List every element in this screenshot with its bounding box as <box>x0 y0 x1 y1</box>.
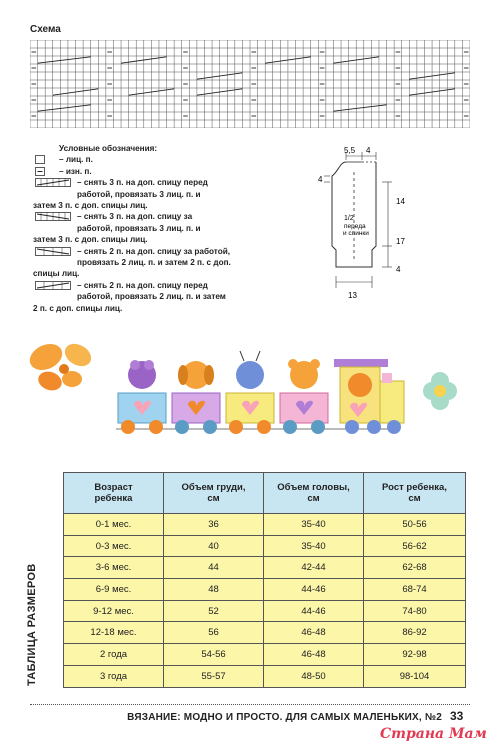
decoration-train <box>20 335 480 445</box>
table-cell: 48 <box>164 579 264 601</box>
dim-bottom: 13 <box>348 291 357 300</box>
table-header-text: Объем головы, <box>277 482 350 493</box>
table-row <box>64 665 466 687</box>
legend-items <box>33 154 273 314</box>
legend-item <box>33 177 273 211</box>
table-header-text: Рост ребенка, <box>382 482 447 493</box>
legend-item-text: затем 3 п. с доп. спицы лиц. <box>33 235 148 245</box>
table-cell: 98-104 <box>364 665 466 687</box>
table-cell: 0-3 мес. <box>64 535 164 557</box>
table-cell: 6-9 мес. <box>64 579 164 601</box>
table-row <box>64 557 466 579</box>
knitting-chart <box>30 40 470 128</box>
dim-right-middle: 17 <box>396 237 405 246</box>
legend-item-text: работой, провязать 3 лиц. п. и <box>77 189 201 199</box>
table-cell: 62-68 <box>364 557 466 579</box>
table-cell: 44-46 <box>264 579 364 601</box>
legend-item <box>33 154 273 165</box>
label-half-2: переда <box>344 223 366 230</box>
cable-3x3-back-icon <box>35 212 71 224</box>
table-header-cell <box>364 473 466 514</box>
legend-item-text: работой, провязать 2 лиц. п. и затем <box>77 292 226 302</box>
table-cell: 44 <box>164 557 264 579</box>
table-cell: 36 <box>164 514 264 536</box>
table-row <box>64 579 466 601</box>
size-table <box>63 472 466 688</box>
legend-item-text: – лиц. п. <box>59 155 93 165</box>
table-cell: 3 года <box>64 665 164 687</box>
dim-right-upper: 14 <box>396 197 405 206</box>
legend-item-text: работой, провязать 3 лиц. п. и <box>77 223 201 233</box>
dim-right-lower: 4 <box>396 265 401 274</box>
table-vertical-title: ТАБЛИЦА РАЗМЕРОВ <box>26 563 38 686</box>
table-cell: 68-74 <box>364 579 466 601</box>
table-cell: 74-80 <box>364 600 466 622</box>
table-header-cell <box>264 473 364 514</box>
table-cell: 86-92 <box>364 622 466 644</box>
table-header-cell <box>64 473 164 514</box>
table-cell: 40 <box>164 535 264 557</box>
page-number: 33 <box>450 709 464 723</box>
table-body <box>64 514 466 688</box>
table-header-text: Объем груди, <box>181 482 246 493</box>
legend-item-text: – снять 2 п. на доп. спицу перед <box>77 280 208 290</box>
table-row <box>64 622 466 644</box>
dim-top-b: 4 <box>366 146 371 155</box>
train-car-bug <box>226 351 274 434</box>
watermark-logo: Страна Мам <box>380 726 487 742</box>
train-car-frog <box>118 360 166 434</box>
table-cell: 3-6 мес. <box>64 557 164 579</box>
table-row <box>64 514 466 536</box>
label-half-1: 1/2 <box>344 215 354 222</box>
cable-2x2-back-icon <box>35 247 71 259</box>
footer-divider <box>30 704 470 705</box>
table-cell: 0-1 мес. <box>64 514 164 536</box>
table-cell: 54-56 <box>164 644 264 666</box>
flower-icon <box>423 372 457 410</box>
dim-top-a: 5,5 <box>344 146 356 155</box>
legend-item <box>33 280 273 314</box>
train-locomotive-cat <box>334 359 404 434</box>
table-cell: 92-98 <box>364 644 466 666</box>
legend-item-text: затем 3 п. с доп. спицы лиц. <box>33 201 148 211</box>
footer-title: ВЯЗАНИЕ: МОДНО И ПРОСТО. ДЛЯ САМЫХ МАЛЕНЬКИХ, №2 <box>127 712 442 723</box>
table-cell: 46-48 <box>264 622 364 644</box>
legend-title: Условные обозначения: <box>59 144 158 153</box>
legend-item <box>33 211 273 245</box>
table-cell: 46-48 <box>264 644 364 666</box>
table-row <box>64 644 466 666</box>
legend-item-text: – снять 3 п. на доп. спицу перед <box>77 178 208 188</box>
garment-pattern <box>310 142 420 307</box>
legend-item-text: провязать 2 лиц. п. и затем 2 п. с доп. <box>77 258 231 268</box>
table-cell: 2 года <box>64 644 164 666</box>
train-car-dog <box>172 361 220 434</box>
legend-item-text: – снять 2 п. на доп. спицу за работой, <box>77 246 231 256</box>
table-cell: 44-46 <box>264 600 364 622</box>
table-header-text: см <box>408 493 421 504</box>
legend-item <box>33 246 273 280</box>
table-cell: 35-40 <box>264 535 364 557</box>
legend-item-text: 2 п. с доп. спицы лиц. <box>33 303 123 313</box>
table-cell: 50-56 <box>364 514 466 536</box>
scheme-title: Схема <box>30 24 61 35</box>
table-row <box>64 535 466 557</box>
cable-2x2-front-icon <box>35 281 71 293</box>
table-cell: 56 <box>164 622 264 644</box>
table-cell: 12-18 мес. <box>64 622 164 644</box>
table-header-text: см <box>307 493 320 504</box>
table-cell: 9-12 мес. <box>64 600 164 622</box>
legend-item-text: спицы лиц. <box>33 269 80 279</box>
cable-3x3-front-icon <box>35 178 71 190</box>
table-header-text: ребенка <box>94 493 133 504</box>
label-half-3: и спинки <box>343 230 369 237</box>
table-header-row <box>64 473 466 514</box>
table-cell: 55-57 <box>164 665 264 687</box>
table-header-cell <box>164 473 264 514</box>
legend <box>33 143 273 314</box>
table-header-text: Возраст <box>94 482 133 493</box>
train-car-bear <box>280 359 328 434</box>
table-header-text: см <box>207 493 220 504</box>
dim-left-top: 4 <box>318 175 323 184</box>
table-cell: 56-62 <box>364 535 466 557</box>
table-cell: 35-40 <box>264 514 364 536</box>
table-cell: 42-44 <box>264 557 364 579</box>
legend-item-text: – снять 3 п. на доп. спицу за <box>77 212 193 222</box>
table-cell: 48-50 <box>264 665 364 687</box>
butterfly-icon <box>26 339 96 394</box>
table-row <box>64 600 466 622</box>
table-cell: 52 <box>164 600 264 622</box>
legend-item <box>33 166 273 177</box>
legend-item-text: – изн. п. <box>59 166 92 176</box>
